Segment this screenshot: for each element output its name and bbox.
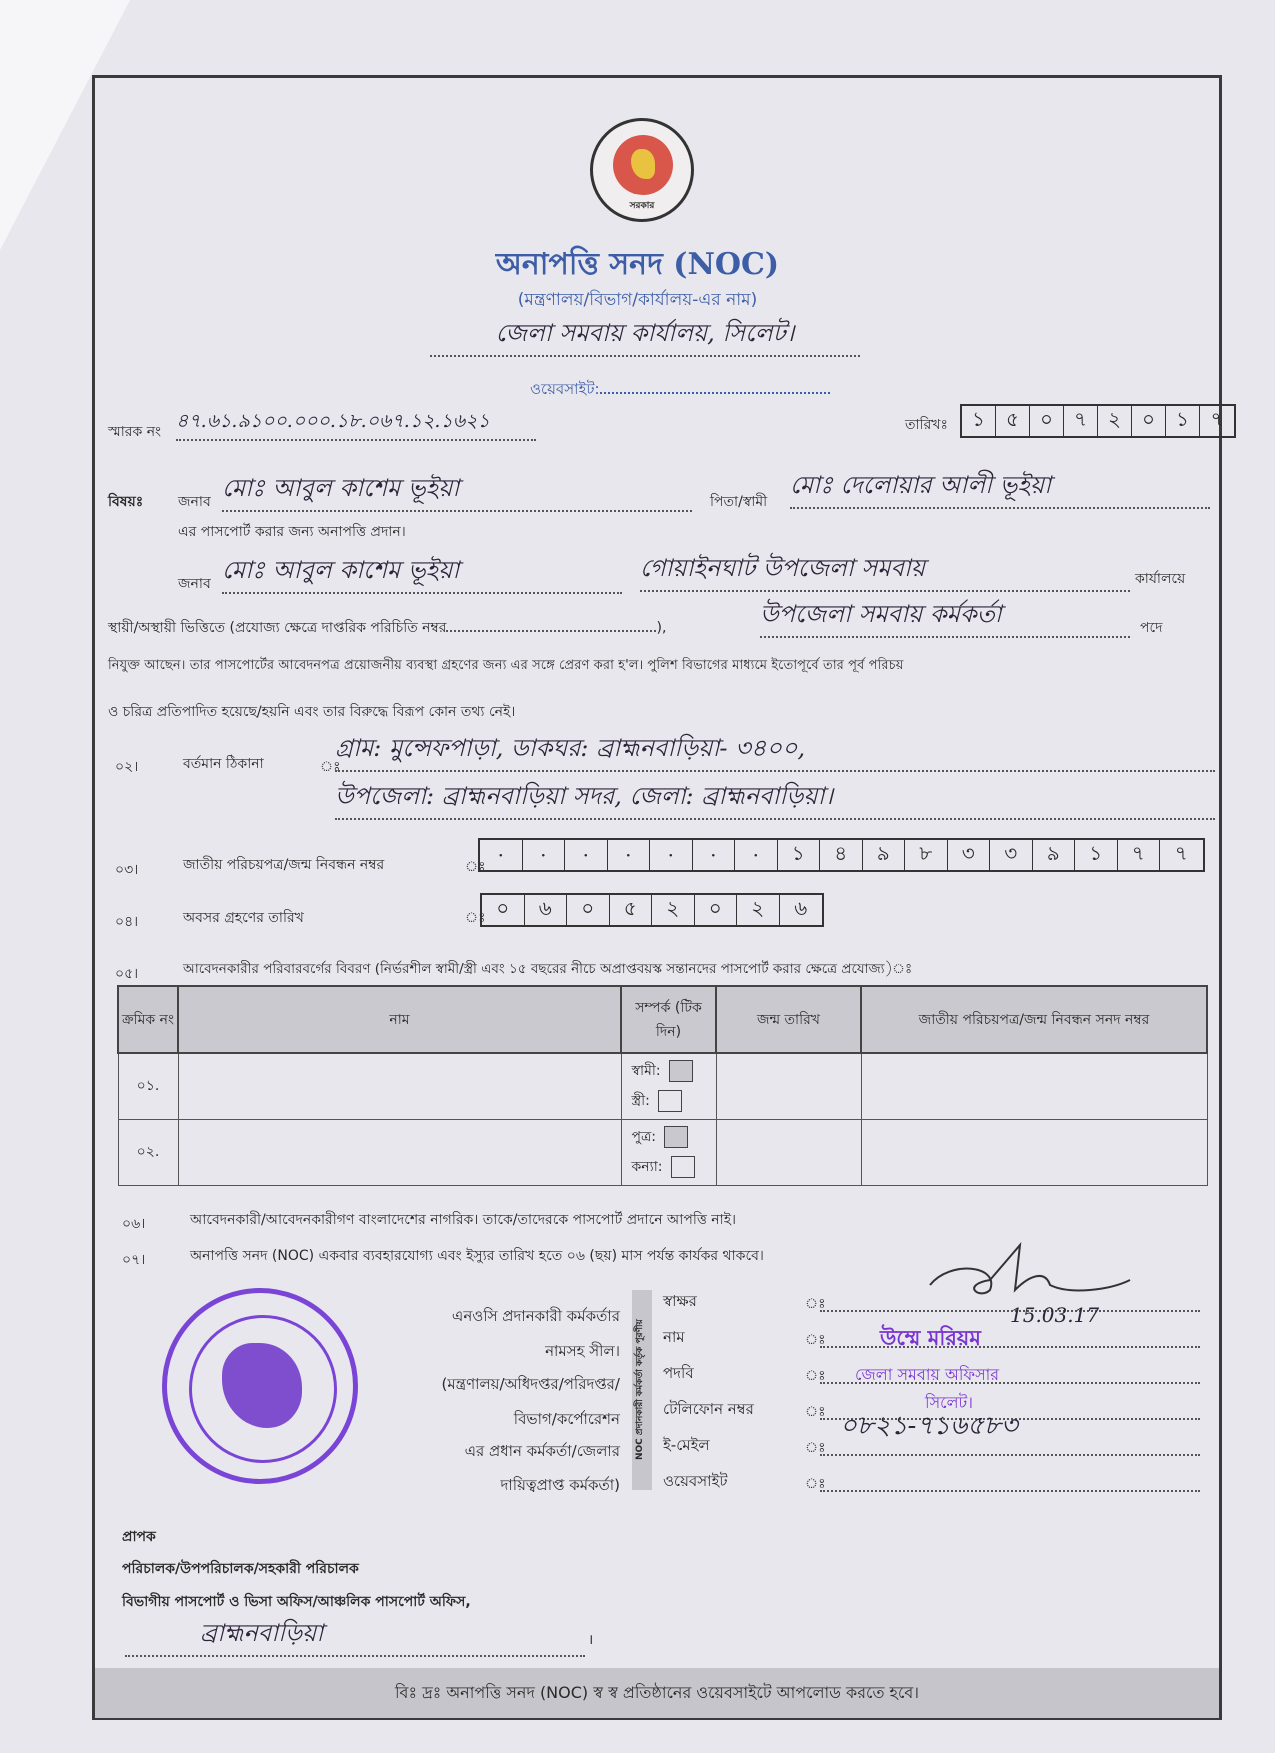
colon: ঃ: [805, 1332, 826, 1348]
signatory-label: (মন্ত্রণালয়/অধিদপ্তর/পরিদপ্তর/: [441, 1375, 620, 1393]
nid-cell[interactable]: [861, 1119, 1207, 1185]
header-dob: জন্ম তারিখ: [716, 986, 861, 1053]
header-serial: ক্রমিক নং: [118, 986, 178, 1053]
website-label: [530, 378, 830, 403]
body-name: মোঃ আবুল কাশেম ভূইয়া: [222, 552, 622, 594]
relation-label: স্ত্রী:: [631, 1093, 650, 1110]
date-digit-box: ৫: [996, 406, 1030, 436]
date-digit-box: ০: [1030, 406, 1064, 436]
nid-digit-box: ৯: [1033, 840, 1076, 870]
son-checkbox[interactable]: [664, 1126, 688, 1148]
nid-digit-box: ৩: [990, 840, 1033, 870]
item03-colon: ঃ: [465, 859, 486, 875]
nid-digit-box: ৭: [1174, 840, 1188, 865]
receiver-line1: পরিচালক/উপপরিচালক/সহকারী পরিচালক: [122, 1561, 359, 1577]
officer-name: উম্মে মরিয়ম: [880, 1325, 981, 1350]
nid-digit-box: ·: [523, 840, 566, 870]
item05-number: ০৫।: [115, 966, 139, 982]
item03-number: ০৩।: [115, 862, 139, 878]
retirement-digit-box: ০: [482, 895, 525, 925]
nid-digit-box: ৮: [905, 840, 948, 870]
relation-cell: [621, 1119, 716, 1185]
subject-line2: এর পাসপোর্ট করার জন্য অনাপত্তি প্রদান।: [178, 524, 406, 540]
footer-note: [95, 1668, 1219, 1718]
emblem-text: সরকার: [629, 201, 655, 211]
nid-digit-box: ১: [778, 840, 821, 870]
name-line: [820, 1328, 1200, 1348]
header-name: নাম: [178, 986, 621, 1053]
relation-label: স্বামী:: [631, 1063, 661, 1080]
receiver-title: প্রাপক: [122, 1529, 156, 1545]
colon: ঃ: [805, 1404, 826, 1420]
body-janab: জনাব: [178, 576, 211, 592]
noc-strip: NOC প্রদানকারী কর্মকর্তা কর্তৃক পূরণীয়: [632, 1290, 652, 1490]
retirement-digit-box: ২: [652, 895, 695, 925]
date-boxes: [960, 404, 1236, 438]
body-line2-prefix: [108, 616, 666, 640]
address-line2: উপজেলা: ব্রাহ্মনবাড়িয়া সদর, জেলা: ব্রাহ্মনবাড়িয়া।: [335, 778, 1215, 820]
body-post: উপজেলা সমবায় কর্মকর্তা: [760, 596, 1130, 638]
retirement-digit-box: ০: [567, 895, 610, 925]
applicant-name: মোঃ আবুল কাশেম ভূইয়া: [222, 470, 692, 512]
wife-checkbox[interactable]: [658, 1090, 682, 1112]
dob-cell[interactable]: [716, 1119, 861, 1185]
daughter-checkbox[interactable]: [671, 1156, 695, 1178]
field-label-designation: পদবি: [663, 1364, 694, 1382]
husband-checkbox[interactable]: [669, 1060, 693, 1082]
retirement-digit-box: ৬: [794, 895, 808, 920]
item07-text: অনাপত্তি সনদ (NOC) একবার ব্যবহারযোগ্য এবং ইস্যুর তারিখ হতে ০৬ (ছয়) মাস পর্যন্ত কার্যকর থাকবে।: [190, 1248, 764, 1264]
relation-label: পুত্র:: [631, 1129, 657, 1145]
officer-designation: জেলা সমবায় অফিসার: [855, 1365, 1000, 1384]
item02-label: বর্তমান ঠিকানা: [183, 756, 264, 772]
subtitle: (মন্ত্রণালয়/বিভাগ/কার্যালয়-এর নাম): [517, 290, 758, 310]
field-label-name: নাম: [663, 1328, 685, 1346]
relation-label: কন্যা:: [631, 1159, 663, 1175]
officer-designation-line2: সিলেট।: [925, 1393, 973, 1412]
government-emblem: [590, 118, 694, 222]
subject-label: বিষয়ঃ: [108, 494, 144, 510]
receiver-end: ।: [588, 1632, 594, 1648]
relation-cell: [621, 1053, 716, 1119]
date-digit-box: ৭: [1064, 406, 1098, 436]
colon: ঃ: [805, 1476, 826, 1492]
signatory-label: এনওসি প্রদানকারী কর্মকর্তার: [451, 1307, 620, 1325]
item06-text: আবেদনকারী/আবেদনকারীগণ বাংলাদেশের নাগরিক। তাকে/তাদেরকে পাসপোর্ট প্রদানে আপত্তি নাই।: [190, 1212, 737, 1228]
dob-cell[interactable]: [716, 1053, 861, 1119]
website-label-text: ওয়েবসাইট:: [530, 380, 600, 398]
nid-digit-box: ·: [565, 840, 608, 870]
colon: ঃ: [805, 1368, 826, 1384]
header-nid: জাতীয় পরিচয়পত্র/জন্ম নিবন্ধন সনদ নম্বর: [861, 986, 1207, 1053]
body-line2-mid: ),: [656, 620, 667, 636]
field-label-phone: টেলিফোন নম্বর: [663, 1400, 754, 1418]
header-relation: সম্পর্ক (টিক দিন): [621, 986, 716, 1053]
memo-label: স্মারক নং: [108, 424, 162, 440]
body-office: গোয়াইনঘাট উপজেলা সমবায়: [640, 550, 1130, 592]
nid-digit-box: ·: [650, 840, 693, 870]
item02-number: ০২।: [115, 759, 139, 775]
nid-digit-box: ৩: [948, 840, 991, 870]
item05-label: আবেদনকারীর পরিবারবর্গের বিবরণ (নির্ভরশীল স্বামী/স্ত্রী এবং ১৫ বছরের নীচে অপ্রাপ্তবয়স্ক সন্তানদের পাসপোর্ট করার ক্ষেত্রে প্রযোজ্য)ঃ: [183, 961, 913, 977]
body-post-suffix: পদে: [1140, 620, 1163, 636]
item03-label: জাতীয় পরিচয়পত্র/জন্ম নিবন্ধন নম্বর: [183, 857, 385, 873]
nid-digit-box: ৪: [820, 840, 863, 870]
signature-mark: [920, 1240, 1140, 1310]
nid-digit-box: ১: [1075, 840, 1118, 870]
serial-cell: ০২.: [118, 1119, 178, 1185]
officer-phone: ০৮২১-৭১৬৫৮৩: [840, 1411, 1018, 1441]
nid-digit-box: ৭: [1118, 840, 1161, 870]
item02-colon: ঃ: [320, 759, 341, 775]
field-label-website: ওয়েবসাইট: [663, 1472, 728, 1490]
office-name: জেলা সমবায় কার্যালয়, সিলেট।: [430, 315, 860, 357]
signature-date: 15.03.17: [1010, 1303, 1100, 1327]
field-label-email: ই-মেইল: [663, 1436, 710, 1454]
receiver-line2: বিভাগীয় পাসপোর্ট ও ভিসা অফিস/আঞ্চলিক পাসপোর্ট অফিস,: [122, 1594, 471, 1610]
item04-colon: ঃ: [465, 910, 486, 926]
colon: ঃ: [805, 1440, 826, 1456]
family-table: [117, 985, 1208, 1186]
retirement-digit-box: ০: [695, 895, 738, 925]
item07-number: ০৭।: [122, 1252, 146, 1268]
table-header: [118, 986, 1207, 1053]
official-seal: [162, 1288, 358, 1484]
colon: ঃ: [805, 1296, 826, 1312]
item06-number: ০৬।: [122, 1216, 146, 1232]
nid-digit-box: ·: [735, 840, 778, 870]
date-digit-box: ১: [962, 406, 996, 436]
address-line1: গ্রাম: মুন্সেফপাড়া, ডাকঘর: ব্রাহ্মনবাড়িয়া- ৩৪০০,: [335, 730, 1215, 772]
footer-note-text: বিঃ দ্রঃ অনাপত্তি সনদ (NOC) স্ব স্ব প্রতিষ্ঠানের ওয়েবসাইটে আপলোড করতে হবে।: [394, 1682, 920, 1702]
retirement-date-boxes: [480, 893, 824, 927]
retirement-digit-box: ৬: [525, 895, 568, 925]
nid-cell[interactable]: [861, 1053, 1207, 1119]
receiver-place: ব্রাহ্মনবাড়িয়া: [125, 1615, 585, 1657]
date-digit-box: ১: [1166, 406, 1200, 436]
item04-label: অবসর গ্রহণের তারিখ: [183, 910, 304, 926]
page-title: অনাপত্তি সনদ (NOC): [495, 247, 780, 282]
date-digit-box: ২: [1098, 406, 1132, 436]
nid-boxes: [478, 838, 1205, 872]
body-office-suffix: কার্যালয়ে: [1135, 571, 1186, 587]
seal-map-icon: [222, 1343, 302, 1428]
nid-digit-box: ·: [608, 840, 651, 870]
date-label: তারিখঃ: [905, 417, 948, 433]
memo-number: ৪৭.৬১.৯১০০.০০০.১৮.০৬৭.১২.১৬২১: [176, 407, 536, 441]
name-cell[interactable]: [178, 1119, 621, 1185]
name-cell[interactable]: [178, 1053, 621, 1119]
father-label: পিতা/স্বামী: [710, 494, 768, 510]
retirement-digit-box: ২: [737, 895, 780, 925]
signatory-label: বিভাগ/কর্পোরেশন: [513, 1410, 620, 1428]
body-line3: নিযুক্ত আছেন। তার পাসপোর্টের আবেদনপত্র প্রয়োজনীয় ব্যবস্থা গ্রহণের জন্য এর সঙ্গে প্রেরণ করা হ'ল। পুলিশ বিভাগের মাধ্যমে ইতোপূর্বে তার পূর্ব পরিচয়: [108, 658, 904, 673]
website-field: [600, 392, 830, 394]
body-line4: ও চরিত্র প্রতিপাদিত হয়েছে/হয়নি এবং তার বিরুদ্ধে বিরূপ কোন তথ্য নেই।: [108, 704, 516, 720]
retirement-digit-box: ৫: [610, 895, 653, 925]
signatory-label: নামসহ সীল।: [545, 1342, 620, 1360]
official-id-field: [446, 630, 656, 632]
website-line[interactable]: [820, 1472, 1200, 1492]
nid-digit-box: ·: [480, 840, 523, 870]
signatory-label: দায়িত্বপ্রাপ্ত কর্মকর্তা): [500, 1476, 620, 1494]
field-label-signature: স্বাক্ষর: [663, 1292, 697, 1310]
body-line2-text: স্থায়ী/অস্থায়ী ভিত্তিতে (প্রযোজ্য ক্ষেত্রে দাপ্তরিক পরিচিতি নম্বর: [108, 620, 447, 636]
nid-digit-box: ·: [693, 840, 736, 870]
signatory-label: এর প্রধান কর্মকর্তা/জেলার: [464, 1442, 620, 1460]
table-row: [118, 1053, 1207, 1119]
serial-cell: ০১.: [118, 1053, 178, 1119]
table-row: [118, 1119, 1207, 1185]
item04-number: ০৪।: [115, 914, 139, 930]
father-name: মোঃ দেলোয়ার আলী ভূইয়া: [790, 467, 1210, 509]
nid-digit-box: ৯: [863, 840, 906, 870]
subject-janab: জনাব: [178, 494, 211, 510]
date-digit-box: ৭: [1210, 406, 1224, 431]
date-digit-box: ০: [1132, 406, 1166, 436]
